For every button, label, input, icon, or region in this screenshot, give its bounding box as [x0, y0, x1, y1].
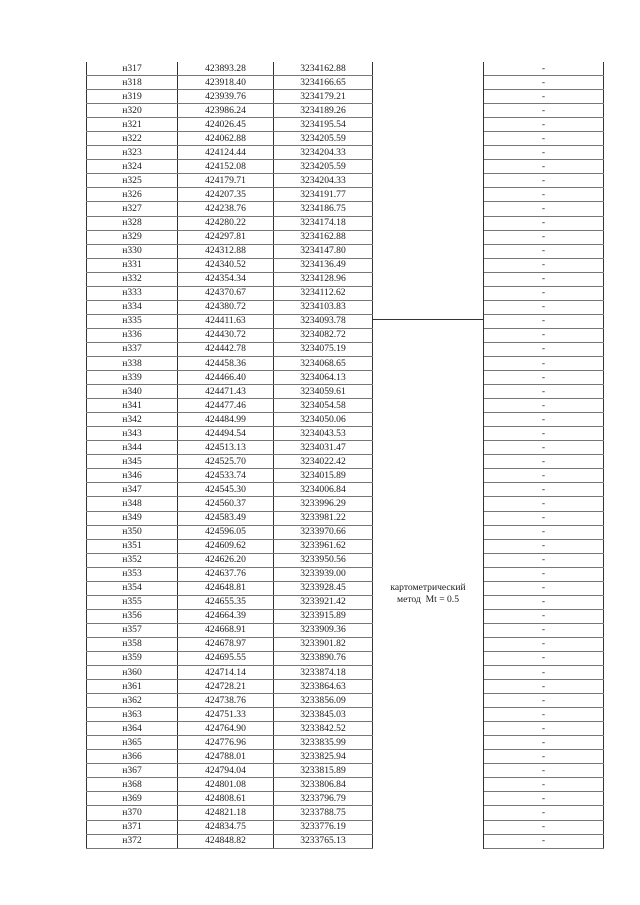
dash-cell: - [484, 595, 604, 609]
x-coordinate-cell: 424513.13 [178, 441, 274, 455]
table-row [87, 244, 604, 258]
x-coordinate-cell: 424714.14 [178, 666, 274, 680]
point-id-cell: н318 [87, 76, 178, 90]
table-row [87, 202, 604, 216]
y-coordinate-cell: 3234166.65 [274, 76, 373, 90]
y-coordinate-cell: 3234006.84 [274, 483, 373, 497]
point-id-cell: н355 [87, 595, 178, 609]
point-id-cell: н325 [87, 174, 178, 188]
x-coordinate-cell: 424411.63 [178, 314, 274, 328]
dash-cell: - [484, 413, 604, 427]
y-coordinate-cell: 3233815.89 [274, 764, 373, 778]
point-id-cell: н365 [87, 736, 178, 750]
dash-cell: - [484, 230, 604, 244]
point-id-cell: н327 [87, 202, 178, 216]
dash-cell: - [484, 399, 604, 413]
table-row [87, 806, 604, 820]
table-row [87, 567, 604, 581]
y-coordinate-cell: 3234093.78 [274, 314, 373, 328]
table-row [87, 820, 604, 834]
y-coordinate-cell: 3233961.62 [274, 539, 373, 553]
dash-cell: - [484, 694, 604, 708]
table-row [87, 708, 604, 722]
y-coordinate-cell: 3234174.18 [274, 216, 373, 230]
x-coordinate-cell: 424695.55 [178, 651, 274, 665]
y-coordinate-cell: 3234022.42 [274, 455, 373, 469]
y-coordinate-cell: 3234205.59 [274, 160, 373, 174]
table-row [87, 525, 604, 539]
dash-cell: - [484, 76, 604, 90]
x-coordinate-cell: 424728.21 [178, 680, 274, 694]
table-row [87, 581, 604, 595]
table-row [87, 188, 604, 202]
y-coordinate-cell: 3233806.84 [274, 778, 373, 792]
point-id-cell: н345 [87, 455, 178, 469]
point-id-cell: н344 [87, 441, 178, 455]
y-coordinate-cell: 3233921.42 [274, 595, 373, 609]
x-coordinate-cell: 424609.62 [178, 539, 274, 553]
y-coordinate-cell: 3233856.09 [274, 694, 373, 708]
dash-cell: - [484, 160, 604, 174]
point-id-cell: н360 [87, 666, 178, 680]
table-row [87, 118, 604, 132]
y-coordinate-cell: 3234136.49 [274, 258, 373, 272]
y-coordinate-cell: 3234147.80 [274, 244, 373, 258]
dash-cell: - [484, 553, 604, 567]
x-coordinate-cell: 424152.08 [178, 160, 274, 174]
dash-cell: - [484, 441, 604, 455]
table-row [87, 469, 604, 483]
point-id-cell: н368 [87, 778, 178, 792]
dash-cell: - [484, 539, 604, 553]
x-coordinate-cell: 424545.30 [178, 483, 274, 497]
x-coordinate-cell: 424751.33 [178, 708, 274, 722]
point-id-cell: н333 [87, 286, 178, 300]
dash-cell: - [484, 202, 604, 216]
point-id-cell: н346 [87, 469, 178, 483]
table-row [87, 623, 604, 637]
point-id-cell: н354 [87, 581, 178, 595]
y-coordinate-cell: 3233890.76 [274, 651, 373, 665]
dash-cell: - [484, 722, 604, 736]
x-coordinate-cell: 424312.88 [178, 244, 274, 258]
table-row [87, 680, 604, 694]
table-row [87, 62, 604, 76]
dash-cell: - [484, 427, 604, 441]
y-coordinate-cell: 3233996.29 [274, 497, 373, 511]
dash-cell: - [484, 834, 604, 849]
dash-cell: - [484, 511, 604, 525]
y-coordinate-cell: 3233928.45 [274, 581, 373, 595]
y-coordinate-cell: 3233845.03 [274, 708, 373, 722]
dash-cell: - [484, 483, 604, 497]
x-coordinate-cell: 424848.82 [178, 834, 274, 849]
x-coordinate-cell: 424477.46 [178, 399, 274, 413]
x-coordinate-cell: 424794.04 [178, 764, 274, 778]
y-coordinate-cell: 3233796.79 [274, 792, 373, 806]
point-id-cell: н326 [87, 188, 178, 202]
point-id-cell: н369 [87, 792, 178, 806]
point-id-cell: н343 [87, 427, 178, 441]
table-row [87, 132, 604, 146]
y-coordinate-cell: 3234059.61 [274, 385, 373, 399]
dash-cell: - [484, 637, 604, 651]
point-id-cell: н321 [87, 118, 178, 132]
dash-cell: - [484, 792, 604, 806]
x-coordinate-cell: 424525.70 [178, 455, 274, 469]
table-row [87, 76, 604, 90]
table-row [87, 104, 604, 118]
table-row [87, 834, 604, 849]
point-id-cell: н349 [87, 511, 178, 525]
table-row [87, 216, 604, 230]
point-id-cell: н353 [87, 567, 178, 581]
point-id-cell: н335 [87, 314, 178, 328]
x-coordinate-cell: 424678.97 [178, 637, 274, 651]
dash-cell: - [484, 118, 604, 132]
x-coordinate-cell: 424062.88 [178, 132, 274, 146]
coordinates-table-body [87, 62, 604, 849]
point-id-cell: н371 [87, 820, 178, 834]
dash-cell: - [484, 469, 604, 483]
point-id-cell: н324 [87, 160, 178, 174]
point-id-cell: н339 [87, 371, 178, 385]
table-row [87, 764, 604, 778]
point-id-cell: н330 [87, 244, 178, 258]
dash-cell: - [484, 778, 604, 792]
y-coordinate-cell: 3234204.33 [274, 146, 373, 160]
point-id-cell: н363 [87, 708, 178, 722]
table-row [87, 371, 604, 385]
method-cell-divider [372, 319, 483, 320]
table-row [87, 778, 604, 792]
y-coordinate-cell: 3234195.54 [274, 118, 373, 132]
table-row [87, 666, 604, 680]
table-row [87, 637, 604, 651]
point-id-cell: н367 [87, 764, 178, 778]
x-coordinate-cell: 424124.44 [178, 146, 274, 160]
dash-cell: - [484, 258, 604, 272]
table-row [87, 300, 604, 314]
x-coordinate-cell: 424801.08 [178, 778, 274, 792]
y-coordinate-cell: 3234179.21 [274, 90, 373, 104]
table-row [87, 694, 604, 708]
dash-cell: - [484, 680, 604, 694]
x-coordinate-cell: 424430.72 [178, 328, 274, 342]
x-coordinate-cell: 424207.35 [178, 188, 274, 202]
coordinates-table [86, 62, 604, 849]
table-row [87, 385, 604, 399]
x-coordinate-cell: 424280.22 [178, 216, 274, 230]
table-row [87, 314, 604, 328]
point-id-cell: н332 [87, 272, 178, 286]
x-coordinate-cell: 423893.28 [178, 62, 274, 76]
y-coordinate-cell: 3234112.62 [274, 286, 373, 300]
x-coordinate-cell: 424668.91 [178, 623, 274, 637]
y-coordinate-cell: 3233950.56 [274, 553, 373, 567]
x-coordinate-cell: 424596.05 [178, 525, 274, 539]
table-row [87, 539, 604, 553]
dash-cell: - [484, 314, 604, 328]
point-id-cell: н334 [87, 300, 178, 314]
x-coordinate-cell: 424533.74 [178, 469, 274, 483]
y-coordinate-cell: 3233788.75 [274, 806, 373, 820]
dash-cell: - [484, 623, 604, 637]
x-coordinate-cell: 424664.39 [178, 609, 274, 623]
y-coordinate-cell: 3233915.89 [274, 609, 373, 623]
dash-cell: - [484, 300, 604, 314]
y-coordinate-cell: 3234064.13 [274, 371, 373, 385]
dash-cell: - [484, 62, 604, 76]
point-id-cell: н362 [87, 694, 178, 708]
table-row [87, 553, 604, 567]
x-coordinate-cell: 424834.75 [178, 820, 274, 834]
x-coordinate-cell: 424442.78 [178, 342, 274, 356]
x-coordinate-cell: 424808.61 [178, 792, 274, 806]
point-id-cell: н348 [87, 497, 178, 511]
dash-cell: - [484, 174, 604, 188]
y-coordinate-cell: 3234050.06 [274, 413, 373, 427]
table-row [87, 455, 604, 469]
dash-cell: - [484, 342, 604, 356]
point-id-cell: н366 [87, 750, 178, 764]
y-coordinate-cell: 3234103.83 [274, 300, 373, 314]
x-coordinate-cell: 424297.81 [178, 230, 274, 244]
y-coordinate-cell: 3233970.66 [274, 525, 373, 539]
x-coordinate-cell: 424637.76 [178, 567, 274, 581]
table-row [87, 272, 604, 286]
table-row [87, 258, 604, 272]
table-row [87, 595, 604, 609]
y-coordinate-cell: 3233939.00 [274, 567, 373, 581]
table-row [87, 356, 604, 370]
x-coordinate-cell: 424466.40 [178, 371, 274, 385]
table-row [87, 750, 604, 764]
dash-cell: - [484, 736, 604, 750]
y-coordinate-cell: 3233765.13 [274, 834, 373, 849]
x-coordinate-cell: 424788.01 [178, 750, 274, 764]
point-id-cell: н329 [87, 230, 178, 244]
point-id-cell: н342 [87, 413, 178, 427]
y-coordinate-cell: 3233981.22 [274, 511, 373, 525]
dash-cell: - [484, 146, 604, 160]
dash-cell: - [484, 750, 604, 764]
point-id-cell: н357 [87, 623, 178, 637]
table-row [87, 792, 604, 806]
x-coordinate-cell: 424764.90 [178, 722, 274, 736]
y-coordinate-cell: 3234186.75 [274, 202, 373, 216]
y-coordinate-cell: 3234162.88 [274, 230, 373, 244]
dash-cell: - [484, 581, 604, 595]
table-row [87, 146, 604, 160]
point-id-cell: н359 [87, 651, 178, 665]
point-id-cell: н372 [87, 834, 178, 849]
dash-cell: - [484, 244, 604, 258]
y-coordinate-cell: 3233825.94 [274, 750, 373, 764]
table-row [87, 342, 604, 356]
x-coordinate-cell: 424560.37 [178, 497, 274, 511]
y-coordinate-cell: 3233835.99 [274, 736, 373, 750]
y-coordinate-cell: 3234205.59 [274, 132, 373, 146]
dash-cell: - [484, 820, 604, 834]
y-coordinate-cell: 3234082.72 [274, 328, 373, 342]
y-coordinate-cell: 3233901.82 [274, 637, 373, 651]
x-coordinate-cell: 423939.76 [178, 90, 274, 104]
dash-cell: - [484, 356, 604, 370]
point-id-cell: н350 [87, 525, 178, 539]
table-row [87, 286, 604, 300]
y-coordinate-cell: 3234189.26 [274, 104, 373, 118]
x-coordinate-cell: 424738.76 [178, 694, 274, 708]
point-id-cell: н317 [87, 62, 178, 76]
table-row [87, 441, 604, 455]
y-coordinate-cell: 3234054.58 [274, 399, 373, 413]
y-coordinate-cell: 3234031.47 [274, 441, 373, 455]
table-row [87, 722, 604, 736]
dash-cell: - [484, 497, 604, 511]
table-row [87, 174, 604, 188]
point-id-cell: н352 [87, 553, 178, 567]
dash-cell: - [484, 188, 604, 202]
point-id-cell: н331 [87, 258, 178, 272]
dash-cell: - [484, 764, 604, 778]
dash-cell: - [484, 104, 604, 118]
point-id-cell: н341 [87, 399, 178, 413]
y-coordinate-cell: 3233909.36 [274, 623, 373, 637]
table-row [87, 230, 604, 244]
point-id-cell: н323 [87, 146, 178, 160]
y-coordinate-cell: 3234075.19 [274, 342, 373, 356]
dash-cell: - [484, 272, 604, 286]
x-coordinate-cell: 424648.81 [178, 581, 274, 595]
dash-cell: - [484, 525, 604, 539]
y-coordinate-cell: 3233864.63 [274, 680, 373, 694]
y-coordinate-cell: 3234043.53 [274, 427, 373, 441]
table-row [87, 497, 604, 511]
dash-cell: - [484, 90, 604, 104]
point-id-cell: н328 [87, 216, 178, 230]
point-id-cell: н364 [87, 722, 178, 736]
point-id-cell: н336 [87, 328, 178, 342]
x-coordinate-cell: 424458.36 [178, 356, 274, 370]
x-coordinate-cell: 424655.35 [178, 595, 274, 609]
point-id-cell: н358 [87, 637, 178, 651]
x-coordinate-cell: 424370.67 [178, 286, 274, 300]
table-row [87, 160, 604, 174]
point-id-cell: н361 [87, 680, 178, 694]
dash-cell: - [484, 328, 604, 342]
x-coordinate-cell: 424821.18 [178, 806, 274, 820]
dash-cell: - [484, 216, 604, 230]
table-row [87, 609, 604, 623]
x-coordinate-cell: 424484.99 [178, 413, 274, 427]
dash-cell: - [484, 708, 604, 722]
dash-cell: - [484, 651, 604, 665]
table-row [87, 90, 604, 104]
method-line-1: картометрический [390, 582, 466, 593]
x-coordinate-cell: 424026.45 [178, 118, 274, 132]
point-id-cell: н338 [87, 356, 178, 370]
y-coordinate-cell: 3233874.18 [274, 666, 373, 680]
table-row [87, 736, 604, 750]
x-coordinate-cell: 424471.43 [178, 385, 274, 399]
x-coordinate-cell: 424179.71 [178, 174, 274, 188]
point-id-cell: н320 [87, 104, 178, 118]
y-coordinate-cell: 3234162.88 [274, 62, 373, 76]
dash-cell: - [484, 806, 604, 820]
y-coordinate-cell: 3233776.19 [274, 820, 373, 834]
point-id-cell: н319 [87, 90, 178, 104]
dash-cell: - [484, 567, 604, 581]
x-coordinate-cell: 423918.40 [178, 76, 274, 90]
y-coordinate-cell: 3234204.33 [274, 174, 373, 188]
point-id-cell: н356 [87, 609, 178, 623]
x-coordinate-cell: 424354.34 [178, 272, 274, 286]
x-coordinate-cell: 424380.72 [178, 300, 274, 314]
y-coordinate-cell: 3234191.77 [274, 188, 373, 202]
dash-cell: - [484, 666, 604, 680]
method-cell [373, 62, 484, 849]
dash-cell: - [484, 609, 604, 623]
dash-cell: - [484, 455, 604, 469]
point-id-cell: н322 [87, 132, 178, 146]
x-coordinate-cell: 424583.49 [178, 511, 274, 525]
x-coordinate-cell: 423986.24 [178, 104, 274, 118]
point-id-cell: н370 [87, 806, 178, 820]
y-coordinate-cell: 3234128.96 [274, 272, 373, 286]
x-coordinate-cell: 424238.76 [178, 202, 274, 216]
point-id-cell: н351 [87, 539, 178, 553]
table-row [87, 427, 604, 441]
table-row [87, 651, 604, 665]
dash-cell: - [484, 132, 604, 146]
dash-cell: - [484, 286, 604, 300]
x-coordinate-cell: 424340.52 [178, 258, 274, 272]
y-coordinate-cell: 3234015.89 [274, 469, 373, 483]
method-line-2: метод Mt = 0.5 [397, 594, 459, 605]
y-coordinate-cell: 3234068.65 [274, 356, 373, 370]
dash-cell: - [484, 385, 604, 399]
table-row [87, 483, 604, 497]
point-id-cell: н347 [87, 483, 178, 497]
table-row [87, 328, 604, 342]
x-coordinate-cell: 424494.54 [178, 427, 274, 441]
table-row [87, 413, 604, 427]
point-id-cell: н337 [87, 342, 178, 356]
x-coordinate-cell: 424776.96 [178, 736, 274, 750]
table-row [87, 399, 604, 413]
dash-cell: - [484, 371, 604, 385]
y-coordinate-cell: 3233842.52 [274, 722, 373, 736]
method-text [373, 582, 483, 606]
point-id-cell: н340 [87, 385, 178, 399]
table-row [87, 511, 604, 525]
x-coordinate-cell: 424626.20 [178, 553, 274, 567]
